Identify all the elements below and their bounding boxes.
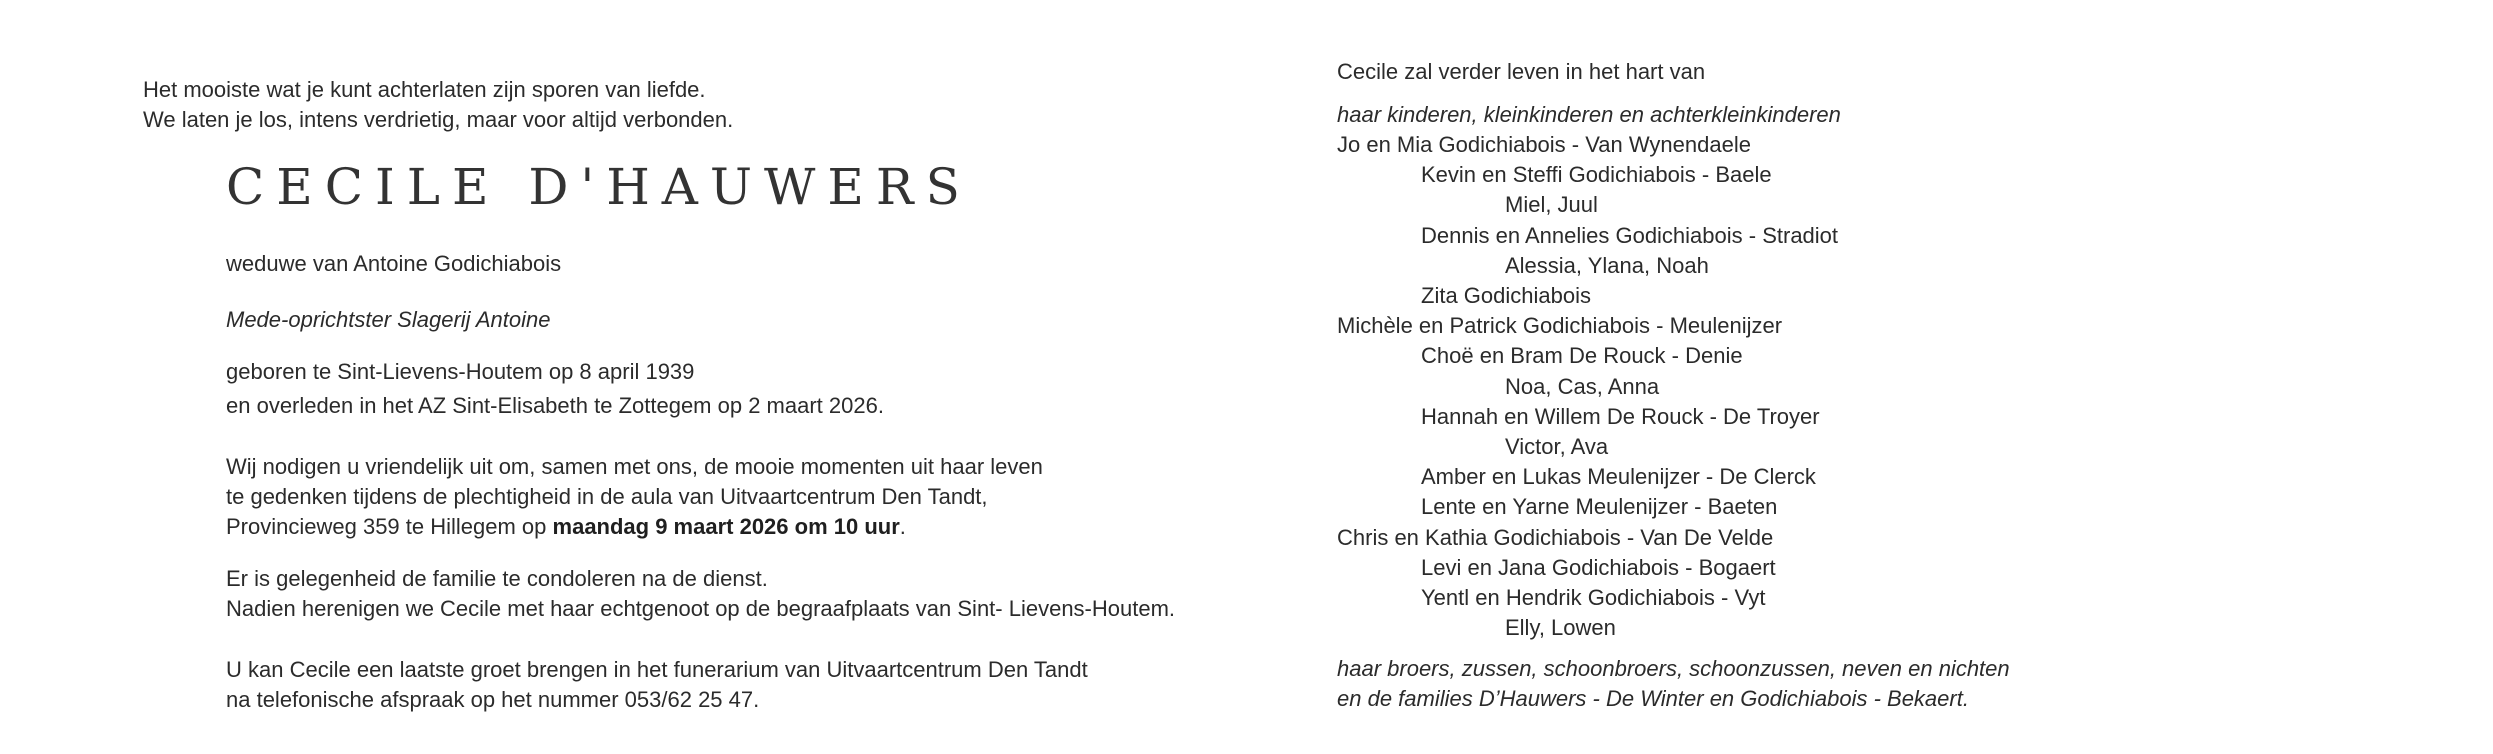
family-member-line: Choë en Bram De Rouck - Denie: [1421, 343, 1743, 369]
birth-line-2: en overleden in het AZ Sint-Elisabeth te Zottegem op 2 maart 2026.: [226, 393, 884, 418]
widow-line: weduwe van Antoine Godichiabois: [226, 251, 562, 276]
farewell-line-2: na telefonische afspraak op het nummer 053/62 25 47.: [226, 687, 760, 712]
family-member-line: Lente en Yarne Meulenijzer - Baeten: [1421, 494, 1778, 520]
invite-line-3-pre: Provincieweg 359 te Hillegem op: [226, 514, 553, 539]
family-member-line: Amber en Lukas Meulenijzer - De Clerck: [1421, 464, 1816, 490]
ceremony-datetime: maandag 9 maart 2026 om 10 uur: [552, 514, 900, 539]
family-member-line: Dennis en Annelies Godichiabois - Stradiot: [1421, 222, 1839, 248]
invite-line-3-post: .: [899, 514, 906, 539]
family-member-line: Levi en Jana Godichiabois - Bogaert: [1421, 554, 1776, 580]
invite-line-3: [226, 512, 906, 542]
closing-line-1: haar broers, zussen, schoonbroers, schoonzussen, neven en nichten: [1337, 656, 2010, 681]
family-member-line: Hannah en Willem De Rouck - De Troyer: [1421, 403, 1820, 429]
family-member-line: Miel, Juul: [1505, 192, 1598, 218]
family-member-line: Victor, Ava: [1505, 434, 1609, 459]
intro-line-1: Het mooiste wat je kunt achterlaten zijn sporen van liefde.: [143, 77, 706, 102]
family-member-line: Noa, Cas, Anna: [1505, 373, 1660, 399]
deceased-name: CECILE D'HAUWERS: [226, 158, 972, 216]
invite-line-2: te gedenken tijdens de plechtigheid in de aula van Uitvaartcentrum Den Tandt,: [226, 484, 988, 509]
family-member-line: Elly, Lowen: [1505, 615, 1616, 641]
family-member-line: Chris en Kathia Godichiabois - Van De Velde: [1337, 524, 1774, 550]
family-member-line: Kevin en Steffi Godichiabois - Baele: [1421, 162, 1772, 188]
cofounder-line: Mede-oprichtster Slagerij Antoine: [226, 307, 551, 332]
closing-line-2: en de families D’Hauwers - De Winter en Godichiabois - Bekaert.: [1337, 686, 1969, 711]
intro-line-2: We laten je los, intens verdrietig, maar voor altijd verbonden.: [143, 107, 734, 132]
family-member-line: Jo en Mia Godichiabois - Van Wynendaele: [1337, 132, 1751, 157]
memory-heading: Cecile zal verder leven in het hart van: [1337, 59, 1706, 84]
condolence-line-2: Nadien herenigen we Cecile met haar echtgenoot op de begraafplaats van Sint- Lievens-Houtem.: [226, 596, 1176, 621]
children-heading: haar kinderen, kleinkinderen en achterkleinkinderen: [1337, 102, 1841, 127]
invite-line-1: Wij nodigen u vriendelijk uit om, samen met ons, de mooie momenten uit haar leven: [226, 454, 1043, 479]
birth-line-1: geboren te Sint-Lievens-Houtem op 8 april 1939: [226, 359, 695, 384]
family-member-line: Zita Godichiabois: [1421, 283, 1591, 308]
condolence-line-1: Er is gelegenheid de familie te condoleren na de dienst.: [226, 566, 768, 591]
farewell-line-1: U kan Cecile een laatste groet brengen in het funerarium van Uitvaartcentrum Den Tandt: [226, 657, 1088, 682]
family-member-line: Yentl en Hendrik Godichiabois - Vyt: [1421, 585, 1766, 610]
family-member-line: Alessia, Ylana, Noah: [1505, 252, 1709, 278]
family-member-line: Michèle en Patrick Godichiabois - Meulenijzer: [1337, 313, 1783, 339]
